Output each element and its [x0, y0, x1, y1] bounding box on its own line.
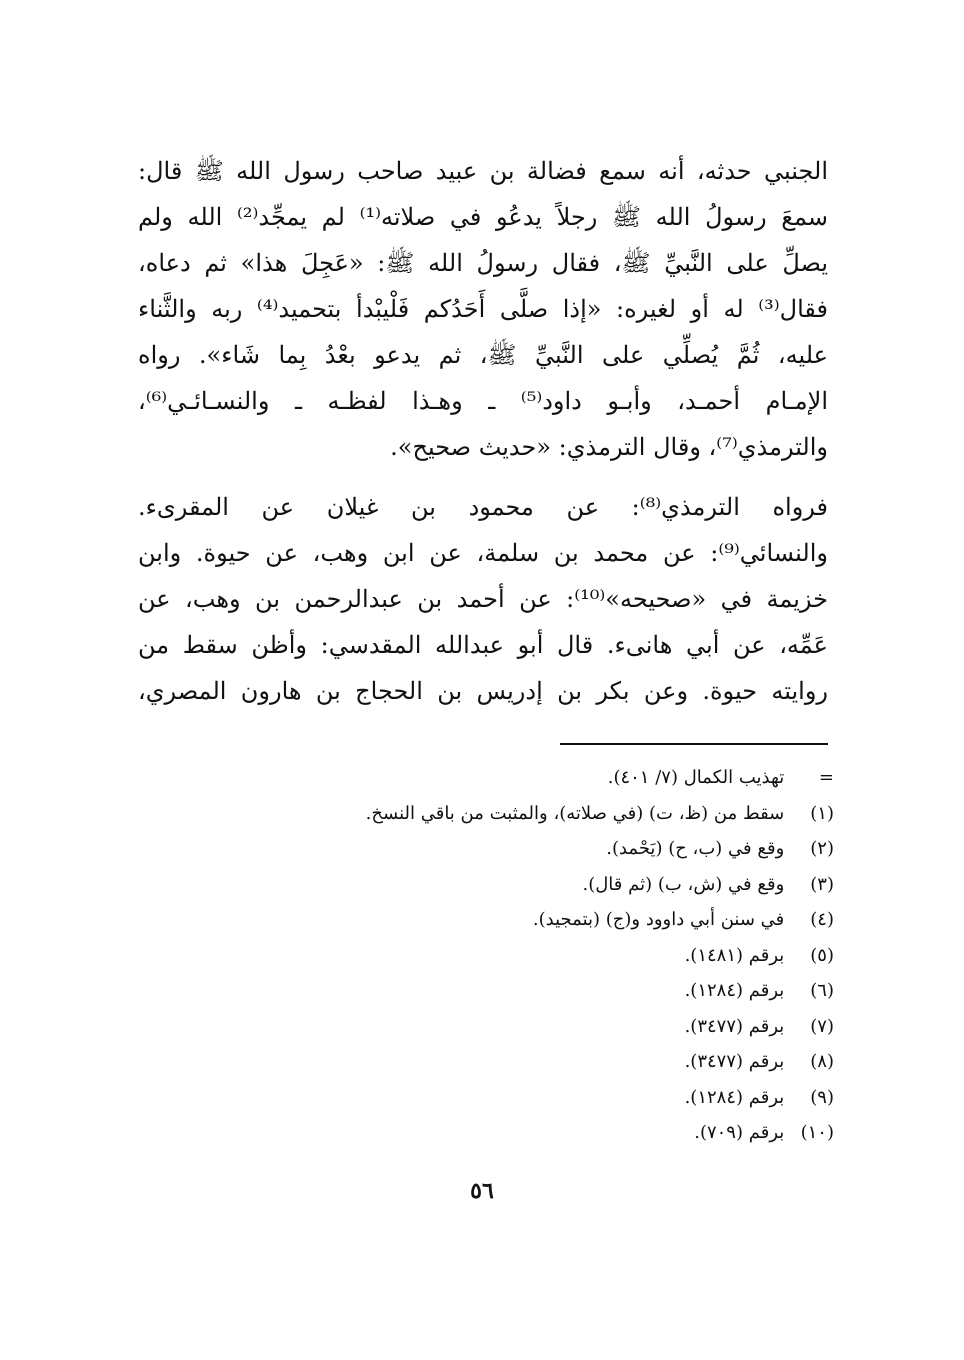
footnote-number: (٢) [810, 838, 834, 859]
text-line: عليه، ثُمَّ يُصلِّي على النَّبيِّ ﷺ، ثم يدعو بعْدُ بِما شَاء». رواه [138, 341, 828, 369]
footnote-number: = [818, 767, 834, 788]
footnote-item [138, 1044, 834, 1080]
footnote-text: برقم (١٤٨١). [684, 944, 785, 966]
footnote-divider [560, 743, 828, 745]
text-line: الإمـام أحمـد، وأبـو داود⁽⁵⁾ ـ وهـذا لفظـه ـ والنسـائـي⁽⁶⁾، [138, 387, 828, 415]
footnote-text: في سنن أبي داوود و(ج) (بتمجيد). [532, 909, 785, 930]
text-line: الجنبي حدثه، أنه سمع فضالة بن عبيد صاحب رسول الله ﷺ قال: [138, 157, 828, 185]
text-line: روايته حيوة. وعن بكر بن إدريس بن الحجاج بن هارون المصري، [138, 677, 828, 705]
footnote-item [138, 760, 834, 796]
footnote-number: (٤) [810, 909, 834, 930]
footnote-number: (٦) [810, 980, 834, 1001]
text-line: والنسائي⁽⁹⁾: عن محمد بن سلمة، عن ابن وهب، عن حيوة. وابن [138, 539, 828, 567]
footnote-text: برقم (٣٤٧٧). [684, 1051, 785, 1072]
footnote-number: (١) [810, 802, 834, 824]
footnote-text: برقم (٧٠٩). [694, 1122, 785, 1143]
footnote-item [138, 1009, 834, 1045]
footnote-text: برقم (٣٤٧٧). [684, 1015, 785, 1037]
footnote-item [138, 796, 834, 832]
footnote-item [138, 1080, 834, 1116]
footnote-number: (٥) [810, 944, 834, 966]
footnote-text: تهذيب الكمال (٧/ ٤٠١). [607, 767, 785, 788]
footnote-text: وقع في (ش، ب) (ثم قال). [582, 873, 785, 895]
text-line: فقال⁽³⁾ له أو لغيره: «إذا صلَّى أَحَدُكم فَلْيبْدأ بتحميد⁽⁴⁾ ربه والثَّناء [138, 295, 828, 323]
text-line: سمعَ رسولُ الله ﷺ رجلاً يدعُو في صلاته⁽¹⁾ لم يمجِّد⁽²⁾ الله ولم [138, 203, 828, 231]
footnote-number: (٩) [810, 1086, 834, 1108]
footnote-text: برقم (١٢٨٤). [684, 1086, 785, 1108]
text-line: خزيمة في «صحيحه»⁽¹⁰⁾: عن أحمد بن عبدالرحمن بن وهب، عن [138, 585, 829, 613]
footnote-item [138, 867, 834, 903]
footnote-text: وقع في (ب، ح) (يَحْمد). [606, 838, 785, 859]
footnote-item [138, 831, 834, 867]
footnote-number: (٣) [810, 873, 834, 895]
body-paragraph-1 [138, 148, 828, 470]
footnote-item [138, 1115, 834, 1151]
footnote-number: (١٠) [800, 1122, 834, 1143]
footnote-text: برقم (١٢٨٤). [684, 980, 785, 1001]
footnote-text: سقط من (ظ، ت) (في صلاته)، والمثبت من باقي النسخ. [365, 802, 785, 824]
page-number: ٥٦ [470, 1178, 494, 1204]
footnote-item [138, 973, 834, 1009]
footnote-number: (٧) [810, 1015, 834, 1037]
footnote-item [138, 938, 834, 974]
text-line: يصلِّ على النَّبيِّ ﷺ، فقال رسولُ الله ﷺ: «عَجِلَ هذا» ثم دعاه، [138, 249, 828, 277]
text-line: والترمذي⁽⁷⁾، وقال الترمذي: «حديث صحيح». [390, 433, 828, 461]
footnote-number: (٨) [810, 1051, 834, 1072]
footnote-item [138, 902, 834, 938]
body-paragraph-2 [138, 484, 828, 714]
footnotes [138, 760, 834, 1151]
text-line: عَمِّه، عن أبي هانىء. قال أبو عبدالله المقدسي: وأظن سقط من [138, 631, 828, 659]
text-line: فرواه الترمذي⁽⁸⁾: عن محمود بن غيلان عن المقرىء. [138, 493, 828, 521]
